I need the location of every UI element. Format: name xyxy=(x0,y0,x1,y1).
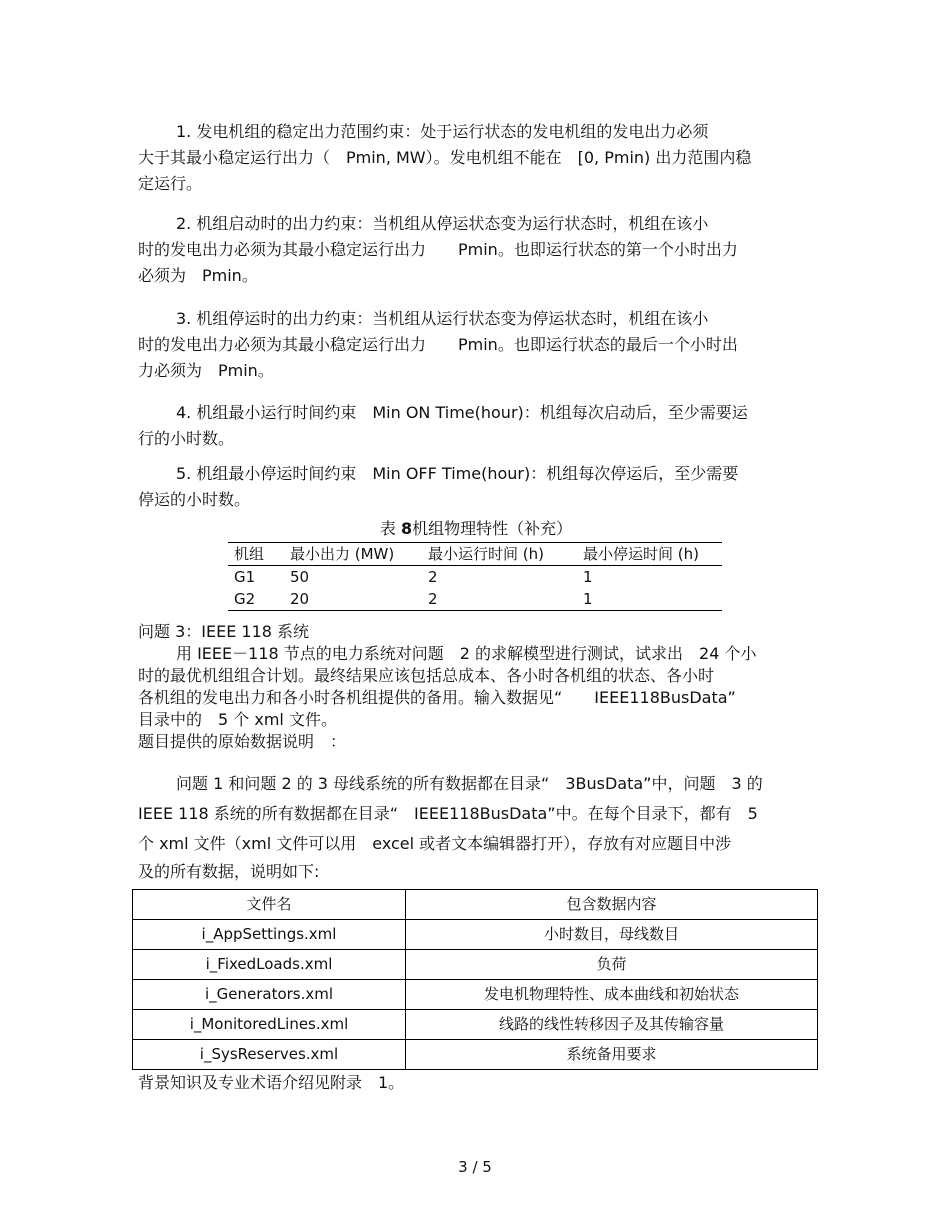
file-name-cell: i_AppSettings.xml xyxy=(133,920,406,950)
column-header: 文件名 xyxy=(133,890,406,920)
table-header-row xyxy=(228,543,722,566)
file-name-cell: i_SysReserves.xml xyxy=(133,1040,406,1070)
constraint-4 xyxy=(138,400,808,452)
table-header-row xyxy=(133,890,818,920)
data-description xyxy=(138,769,808,885)
text-line: 用 IEEE－118 节点的电力系统对问题 2 的求解模型进行测试，试求出 24 个小 xyxy=(176,644,757,663)
text-line: 问题 1 和问题 2 的 3 母线系统的所有数据都在目录“ 3BusData”中，问题 3 的 xyxy=(176,774,763,793)
table8-caption-prefix: 表 xyxy=(379,519,396,538)
text-line: IEEE 118 系统的所有数据都在目录“ IEEE118BusData”中。在每个目录下，都有 5 xyxy=(138,804,758,823)
text-line: 时的最优机组组合计划。最终结果应该包括总成本、各小时各机组的状态、各小时 xyxy=(138,666,715,685)
text-line: 背景知识及专业术语介绍见附录 1。 xyxy=(138,1073,405,1092)
generator-characteristics-table xyxy=(228,542,722,611)
table-cell: 2 xyxy=(428,590,438,608)
text-line: 2. 机组启动时的出力约束：当机组从停运状态变为运行状态时，机组在该小 xyxy=(176,214,709,233)
table-row xyxy=(133,1010,818,1040)
text-line: 各机组的发电出力和各小时各机组提供的备用。输入数据见“ IEEE118BusData” xyxy=(138,688,736,707)
constraint-5 xyxy=(138,461,808,513)
section-heading: 问题 3：IEEE 118 系统 xyxy=(138,622,310,641)
column-header: 最小运行时间 (h) xyxy=(428,545,544,563)
text-line: 大于其最小稳定运行出力（ Pmin, MW）。发电机组不能在 [0, Pmin) 出力范围内稳 xyxy=(138,148,752,167)
table-cell: 50 xyxy=(290,568,310,586)
file-name-cell: i_MonitoredLines.xml xyxy=(133,1010,406,1040)
table-row xyxy=(228,588,722,611)
constraint-3 xyxy=(138,306,808,384)
table-cell: G2 xyxy=(234,590,256,608)
text-line: 1. 发电机组的稳定出力范围约束：处于运行状态的发电机组的发电出力必须 xyxy=(176,122,709,141)
column-header: 机组 xyxy=(234,545,265,563)
data-files-table xyxy=(132,889,818,1070)
text-line: 定运行。 xyxy=(138,174,203,193)
text-line: 时的发电出力必须为其最小稳定运行出力 Pmin。也即运行状态的第一个小时出力 xyxy=(138,240,738,259)
file-content-cell: 负荷 xyxy=(406,950,818,980)
table-cell: 1 xyxy=(583,568,593,586)
text-line: 行的小时数。 xyxy=(138,429,235,448)
file-content-cell: 线路的线性转移因子及其传输容量 xyxy=(406,1010,818,1040)
constraint-1 xyxy=(138,119,808,197)
text-line: 目录中的 5 个 xml 文件。 xyxy=(138,710,337,729)
text-line: 3. 机组停运时的出力约束：当机组从运行状态变为停运状态时，机组在该小 xyxy=(176,309,709,328)
table-row xyxy=(133,980,818,1010)
file-content-cell: 系统备用要求 xyxy=(406,1040,818,1070)
table-row xyxy=(133,920,818,950)
text-line: 必须为 Pmin。 xyxy=(138,266,258,285)
text-line: 时的发电出力必须为其最小稳定运行出力 Pmin。也即运行状态的最后一个小时出 xyxy=(138,335,738,354)
table8-caption xyxy=(230,519,722,539)
table-row xyxy=(133,1040,818,1070)
column-header: 最小停运时间 (h) xyxy=(583,545,699,563)
column-header: 包含数据内容 xyxy=(406,890,818,920)
column-header: 最小出力 (MW) xyxy=(290,545,395,563)
file-content-cell: 小时数目，母线数目 xyxy=(406,920,818,950)
table-row xyxy=(133,950,818,980)
problem-3-section xyxy=(138,621,808,753)
constraint-2 xyxy=(138,211,808,289)
table-cell: G1 xyxy=(234,568,256,586)
text-line: 5. 机组最小停运时间约束 Min OFF Time(hour)：机组每次停运后，至少需要 xyxy=(176,464,739,483)
table-cell: 20 xyxy=(290,590,310,608)
table8-caption-text: 机组物理特性（补充） xyxy=(412,519,573,538)
table-cell: 1 xyxy=(583,590,593,608)
file-name-cell: i_Generators.xml xyxy=(133,980,406,1010)
page-number: 3 / 5 xyxy=(458,1158,492,1176)
text-line: 及的所有数据，说明如下: xyxy=(138,862,320,881)
file-name-cell: i_FixedLoads.xml xyxy=(133,950,406,980)
table8-caption-number: 8 xyxy=(400,519,413,538)
text-line: 力必须为 Pmin。 xyxy=(138,361,274,380)
text-line: 个 xml 文件（xml 文件可以用 excel 或者文本编辑器打开），存放有对应题目中涉 xyxy=(138,834,732,853)
table-cell: 2 xyxy=(428,568,438,586)
text-line: 4. 机组最小运行时间约束 Min ON Time(hour)：机组每次启动后，至少需要运 xyxy=(176,403,748,422)
section-heading: 题目提供的原始数据说明 ： xyxy=(138,732,347,751)
table-row xyxy=(228,566,722,589)
file-content-cell: 发电机物理特性、成本曲线和初始状态 xyxy=(406,980,818,1010)
background-note xyxy=(138,1070,808,1096)
text-line: 停运的小时数。 xyxy=(138,490,251,509)
